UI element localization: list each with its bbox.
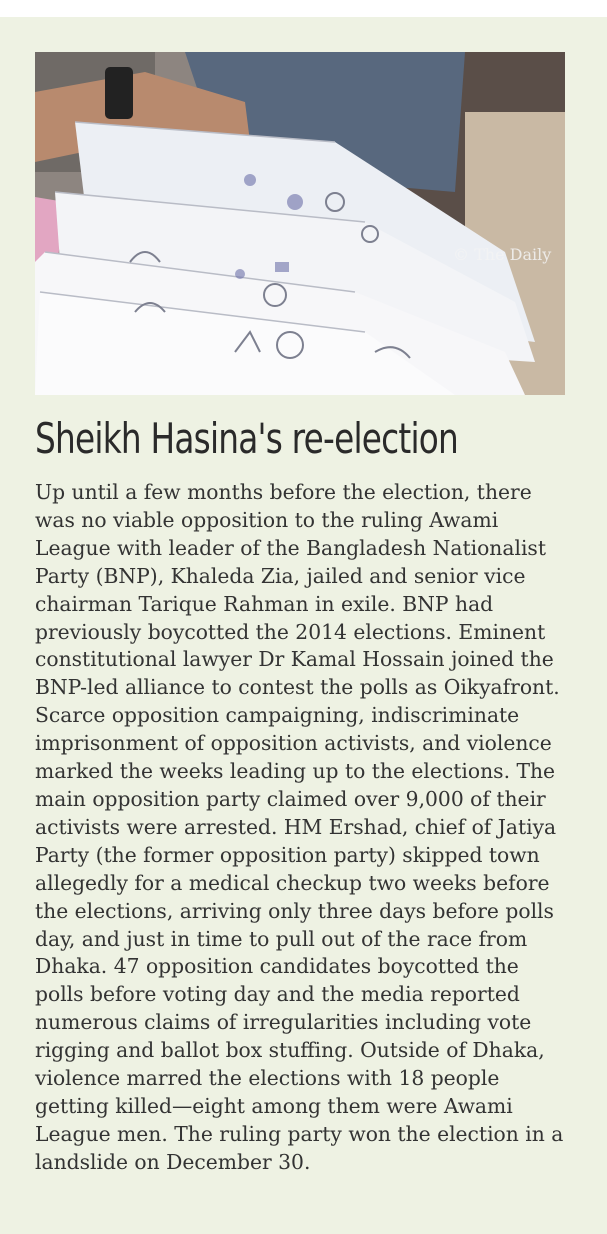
article-headline: Sheikh Hasina's re-election: [35, 414, 459, 463]
photo-watermark: © The Daily: [453, 245, 552, 264]
ballot-papers-photo: [35, 52, 565, 395]
article-card: [0, 17, 607, 1234]
ballot-papers-illustration: [35, 52, 565, 395]
article-body: Up until a few months before the election, there was no viable opposition to the ruling Awami League with leader of the Bangladesh Nationalist Party (BNP), Khaleda Zia, jailed and senior vice chairman Tarique Rahman in exile. BNP had previously boycotted the 2014 elections. Eminent constitutional lawyer Dr Kamal Hossain joined the BNP-led alliance to contest the polls as Oikyafront. Scarce opposition campaigning, indiscriminate imprisonment of opposition activists, and violence marked the weeks leading up to the elections. The main opposition party claimed over 9,000 of their activists were arrested. HM Ershad, chief of Jatiya Party (the former opposition party) skipped town allegedly for a medical checkup two weeks before the elections, arriving only three days before polls day, and just in time to pull out of the race from Dhaka. 47 opposition candidates boycotted the polls before voting day and the media reported numerous claims of irregularities including vote rigging and ballot box stuffing. Outside of Dhaka, violence marred the elections with 18 people getting killed—eight among them were Awami League men. The ruling party won the election in a landslide on December 30.: [35, 480, 564, 1174]
